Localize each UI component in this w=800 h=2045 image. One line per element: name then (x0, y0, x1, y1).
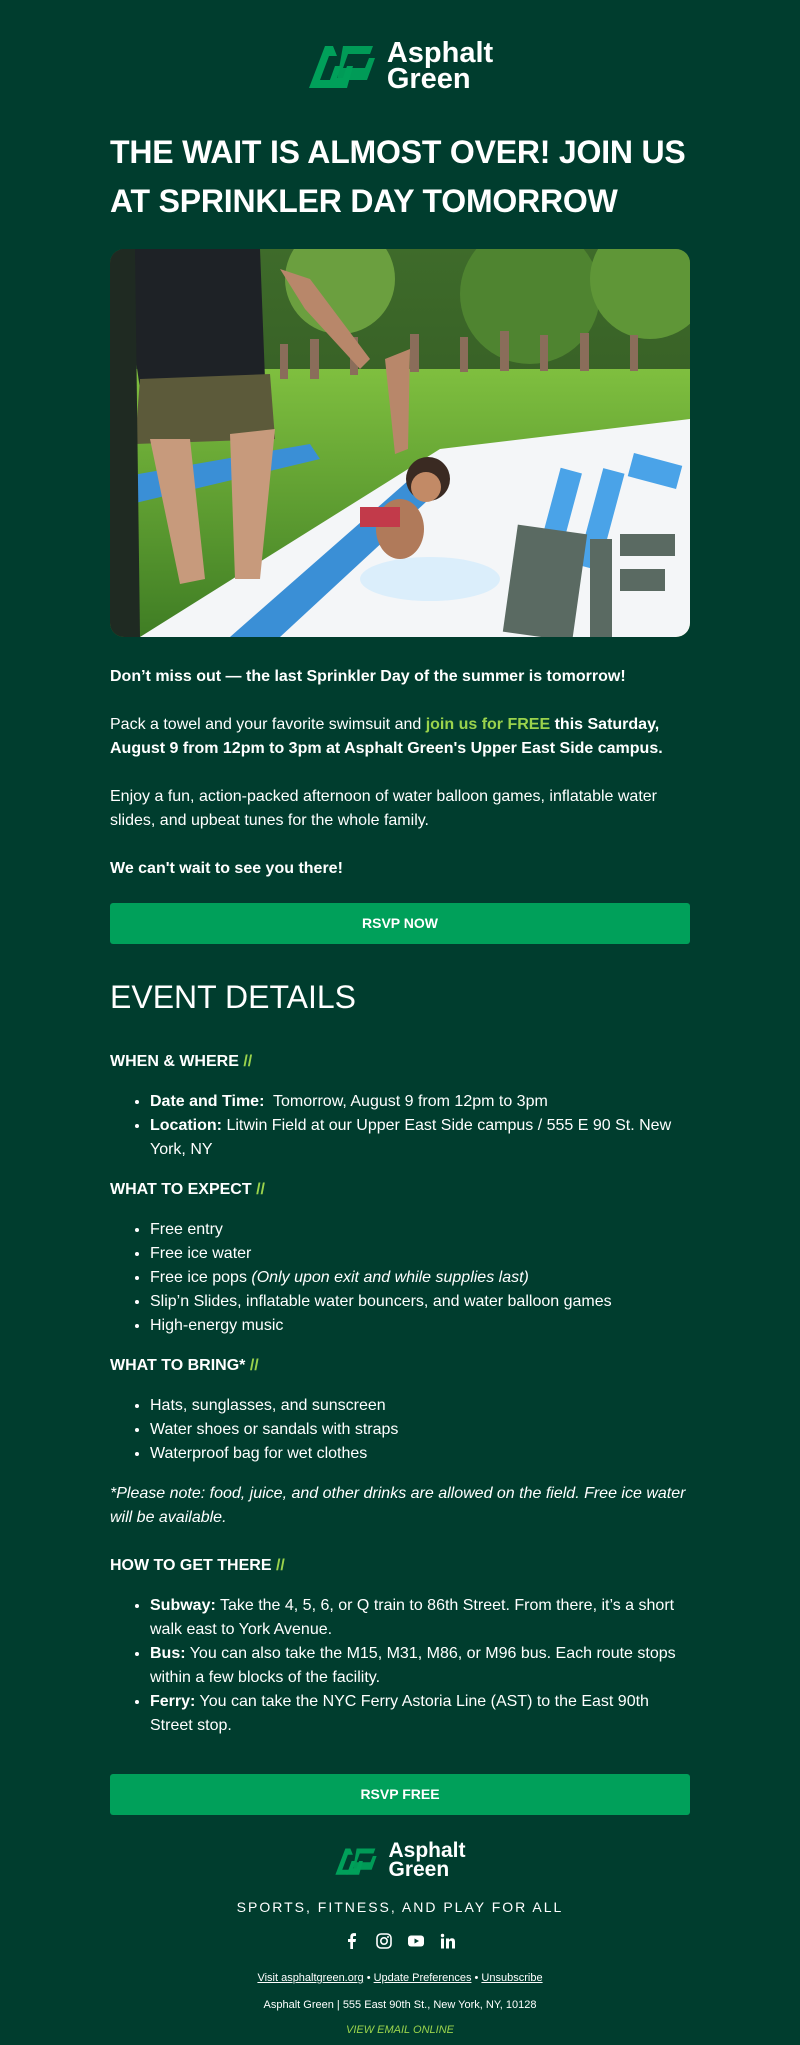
intro-paragraph-details (110, 713, 690, 761)
intro-bold-line: Don’t miss out — the last Sprinkler Day of the summer is tomorrow! (110, 668, 626, 685)
heading-slash: // (249, 1357, 259, 1374)
how-to-get-there-list (110, 1594, 690, 1738)
when-where-title: WHEN & WHERE (110, 1053, 239, 1070)
date-value: Tomorrow, August 9 from 12pm to 3pm (273, 1093, 548, 1110)
list-item: • Slip’n Slides, inflatable water bouncers, and water balloon games (150, 1290, 690, 1314)
footer-address: Asphalt Green | 555 East 90th St., New York, NY, 10128 (263, 1999, 537, 2011)
how-to-get-there-heading (110, 1554, 690, 1578)
logo-word-line2: Green (386, 63, 471, 95)
list-item: • Waterproof bag for wet clothes (150, 1442, 690, 1466)
heading-slash: // (275, 1557, 285, 1574)
hero-photo (110, 249, 690, 637)
link-separator: • (363, 1972, 374, 1984)
intro-p2-text: Pack a towel and your favorite swimsuit and (110, 716, 426, 733)
list-item (150, 1090, 690, 1114)
location-label: Location: (150, 1117, 222, 1134)
update-preferences-link[interactable]: Update Preferences (373, 1972, 472, 1984)
location-value: Litwin Field at our Upper East Side campus / 555 E 90 St. New York, NY (150, 1117, 672, 1158)
visit-site-link[interactable]: Visit asphaltgreen.org (257, 1972, 364, 1984)
date-label: Date and Time: (150, 1093, 265, 1110)
intro-paragraph-activities: Enjoy a fun, action-packed afternoon of water balloon games, inflatable water slides, and upbeat tunes for the whole family. (110, 788, 657, 829)
what-to-expect-heading (110, 1178, 690, 1202)
list-item (150, 1690, 690, 1738)
join-free-link[interactable]: join us for FREE (425, 716, 551, 733)
linkedin-icon[interactable] (440, 1933, 456, 1949)
logo-word-line1: Asphalt (388, 1839, 466, 1863)
list-item (150, 1594, 690, 1642)
header-logo[interactable] (110, 0, 690, 94)
list-item (150, 1266, 690, 1290)
intro-p2-bold-text: this Saturday, August 9 from 12pm to 3pm at Asphalt Green's Upper East Side campus. (110, 716, 663, 757)
list-item: • Free ice water (150, 1242, 690, 1266)
subway-label: Subway: (150, 1597, 216, 1614)
list-item: • Hats, sunglasses, and sunscreen (150, 1394, 690, 1418)
ice-pops-note: (Only upon exit and while supplies last) (251, 1269, 529, 1286)
logo-wordmark (386, 36, 494, 95)
rsvp-free-button[interactable]: RSVP FREE (110, 1774, 690, 1815)
bus-label: Bus: (150, 1645, 186, 1662)
subway-text: Take the 4, 5, 6, or Q train to 86th Street. From there, it’s a short walk east to York Avenue. (150, 1597, 675, 1638)
how-to-get-there-title: HOW TO GET THERE (110, 1557, 272, 1574)
view-online-link[interactable]: VIEW EMAIL ONLINE (346, 2024, 454, 2036)
list-item (150, 1114, 690, 1162)
social-links (110, 1933, 690, 1949)
what-to-expect-list (110, 1218, 690, 1338)
bring-note: *Please note: food, juice, and other drinks are allowed on the field. Free ice water will be available. (110, 1485, 686, 1526)
heading-slash: // (243, 1053, 253, 1070)
what-to-bring-heading (110, 1354, 690, 1378)
ice-pops-text: Free ice pops (150, 1269, 247, 1286)
asphalt-green-logo-mark-icon (334, 1846, 378, 1876)
footer-logo[interactable] (110, 1839, 690, 1881)
heading-slash: // (256, 1181, 265, 1198)
ferry-text: You can take the NYC Ferry Astoria Line (AST) to the East 90th Street stop. (150, 1693, 649, 1734)
list-item (150, 1642, 690, 1690)
footer-links (110, 1972, 690, 1984)
youtube-icon[interactable] (408, 1933, 424, 1949)
logo-word-line1: Asphalt (386, 36, 494, 69)
facebook-icon[interactable] (344, 1933, 360, 1949)
intro-closing-line: We can't wait to see you there! (110, 860, 343, 877)
event-details-title: EVENT DETAILS (110, 979, 356, 1015)
logo-word-line2: Green (388, 1858, 450, 1881)
what-to-bring-title: WHAT TO BRING* (110, 1357, 246, 1374)
when-where-heading (110, 1050, 690, 1074)
rsvp-now-button[interactable]: RSVP NOW (110, 903, 690, 944)
instagram-icon[interactable] (376, 1933, 392, 1949)
list-item: • Free entry (150, 1218, 690, 1242)
list-item: • Water shoes or sandals with straps (150, 1418, 690, 1442)
ferry-label: Ferry: (150, 1693, 196, 1710)
what-to-bring-list (110, 1394, 690, 1466)
unsubscribe-link[interactable]: Unsubscribe (481, 1972, 543, 1984)
what-to-expect-title: WHAT TO EXPECT (110, 1181, 252, 1198)
headline: THE WAIT IS ALMOST OVER! JOIN US AT SPRINKLER DAY TOMORROW (110, 134, 686, 219)
asphalt-green-logo-mark-icon (307, 42, 377, 90)
link-separator: • (471, 1972, 482, 1984)
logo-wordmark (388, 1839, 466, 1881)
footer-tagline: SPORTS, FITNESS, AND PLAY FOR ALL (236, 1899, 564, 1915)
email-container (110, 0, 690, 2036)
bus-text: You can also take the M15, M31, M86, or M96 bus. Each route stops within a few blocks of the facility. (150, 1645, 676, 1686)
list-item: • High-energy music (150, 1314, 690, 1338)
when-where-list (110, 1090, 690, 1162)
